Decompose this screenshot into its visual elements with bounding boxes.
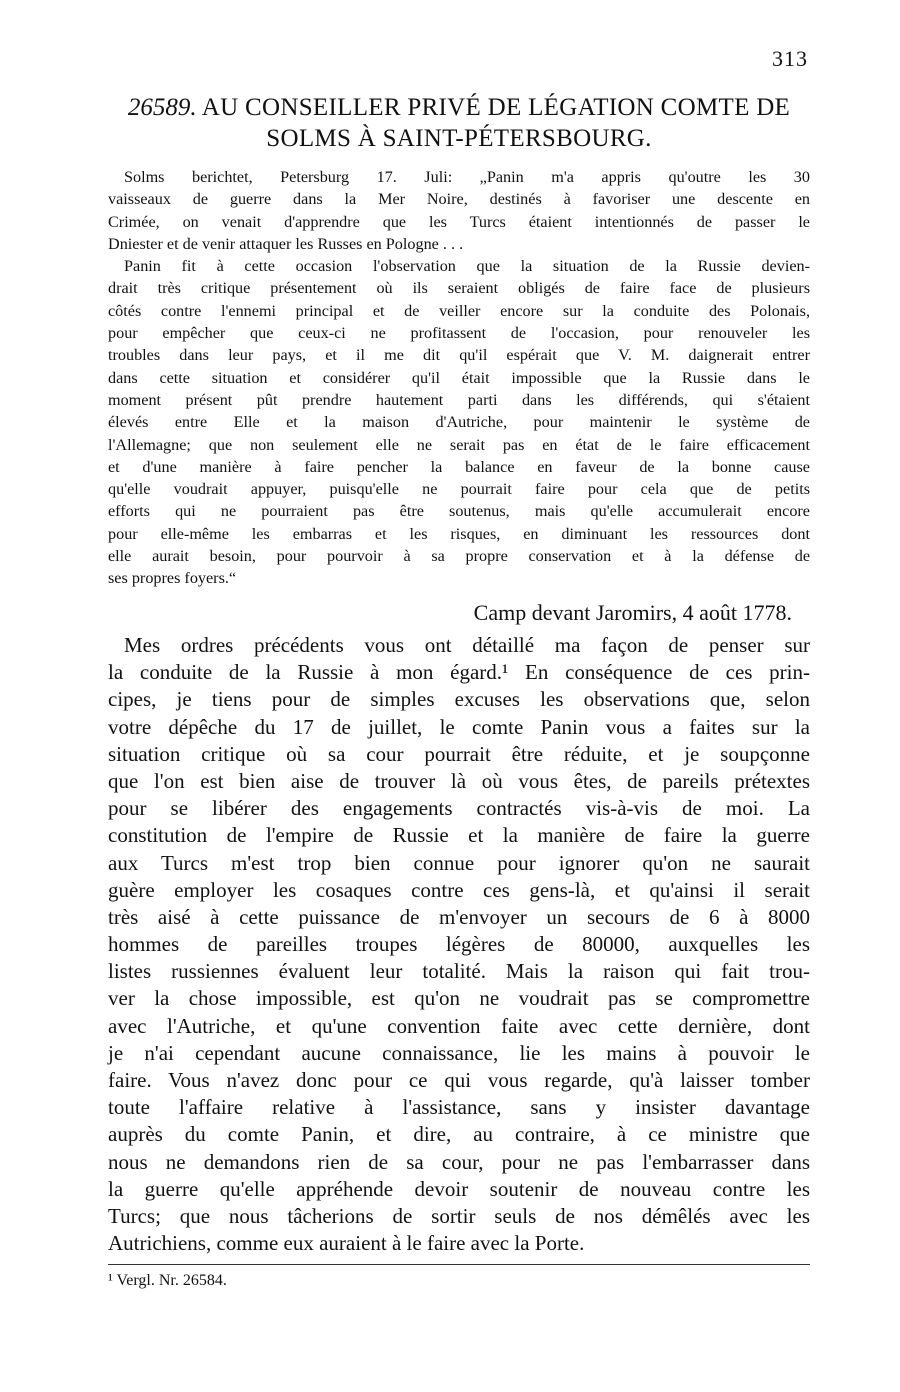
report-line: Crimée, on venait d'apprendre que les Turcs étaient intentionnés de passer le: [108, 212, 810, 231]
footnote-rule: [108, 1264, 810, 1265]
report-line: efforts qui ne pourraient pas être soutenus, mais qu'elle accumulerait encore: [108, 502, 810, 521]
title-text-1: AU CONSEILLER PRIVÉ DE LÉGATION COMTE DE: [201, 94, 791, 121]
body-line: situation critique où sa cour pourrait être réduite, et je soupçonne: [108, 741, 810, 766]
title-line-1: [108, 92, 810, 123]
body-line: listes russiennes évaluent leur totalité. Mais la raison qui fait trou-: [108, 959, 810, 984]
body-line: avec l'Autriche, et qu'une convention faite avec cette dernière, dont: [108, 1013, 810, 1038]
body-line: Turcs; que nous tâcherions de sortir seuls de nos démêlés avec les: [108, 1203, 810, 1228]
report-line: et d'une manière à faire pencher la balance en faveur de la bonne cause: [108, 457, 810, 476]
body-line: nous ne demandons rien de sa cour, pour ne pas l'embarrasser dans: [108, 1149, 810, 1174]
page-number: 313: [772, 46, 808, 71]
title-line-2: SOLMS À SAINT-PÉTERSBOURG.: [266, 125, 652, 152]
report-line: dans cette situation et considérer qu'il était impossible que la Russie dans le: [108, 368, 810, 387]
body-line: constitution de l'empire de Russie et la manière de faire la guerre: [108, 823, 810, 848]
body-line: toute l'affaire relative à l'assistance, sans y insister davantage: [108, 1095, 810, 1120]
body-line: ver la chose impossible, est qu'on ne voudrait pas se compromettre: [108, 986, 810, 1011]
report-line: drait très critique présentement où ils seraient obligés de faire face de plusieurs: [108, 279, 810, 298]
body-line: hommes de pareilles troupes légères de 80000, auxquelles les: [108, 932, 810, 957]
body-line: la conduite de la Russie à mon égard.¹ En conséquence de ces prin-: [108, 660, 810, 685]
footnote: [108, 1270, 810, 1292]
letter-body: [108, 632, 810, 1257]
body-line: cipes, je tiens pour de simples excuses les observations que, selon: [108, 687, 810, 712]
body-line: guère employer les cosaques contre ces gens-là, et qu'ainsi il serait: [108, 877, 810, 902]
report-line: l'Allemagne; que non seulement elle ne serait pas en état de le faire efficacement: [108, 435, 810, 454]
body-line: très aisé à cette puissance de m'envoyer un secours de 6 à 8000: [108, 904, 810, 929]
report-line: qu'elle voudrait appuyer, puisqu'elle ne pourrait faire pour cela que de petits: [108, 480, 810, 499]
report-summary: [108, 166, 810, 590]
body-line: votre dépêche du 17 de juillet, le comte Panin vous a faites sur la: [108, 714, 810, 739]
dateline: Camp devant Jaromirs, 4 août 1778.: [473, 600, 792, 625]
document-number: 26589.: [127, 94, 197, 121]
report-line: vaisseaux de guerre dans la Mer Noire, destinés à favoriser une descente en: [108, 190, 810, 209]
report-line: Dniester et de venir attaquer les Russes en Pologne . . .: [108, 234, 464, 253]
report-line: Solms berichtet, Petersburg 17. Juli: „Panin m'a appris qu'outre les 30: [124, 168, 810, 186]
body-line: faire. Vous n'avez donc pour ce qui vous regarde, qu'à laisser tomber: [108, 1068, 810, 1092]
report-line: elle aurait besoin, pour pourvoir à sa propre conservation et à la défense de: [108, 547, 810, 566]
report-line: côtés contre l'ennemi principal et de veiller encore sur la conduite des Polonais,: [108, 301, 810, 320]
body-line: la guerre qu'elle appréhende devoir soutenir de nouveau contre les: [108, 1176, 810, 1201]
body-line: Mes ordres précédents vous ont détaillé ma façon de penser sur: [124, 633, 810, 657]
report-line: ses propres foyers.“: [108, 569, 237, 588]
report-line: élevés entre Elle et la maison d'Autriche, pour maintenir le système de: [108, 413, 810, 432]
report-line: pour empêcher que ceux-ci ne profitassent de l'occasion, pour renouveler les: [108, 324, 810, 343]
body-line: je n'ai cependant aucune connaissance, lie les mains à pouvoir le: [108, 1040, 810, 1065]
body-line: pour se libérer des engagements contractés vis-à-vis de moi. La: [108, 796, 810, 821]
body-line: auprès du comte Panin, et dire, au contraire, à ce ministre que: [108, 1122, 810, 1147]
document-title: [108, 92, 810, 154]
report-line: pour elle-même les embarras et les risques, en diminuant les ressources dont: [108, 524, 810, 543]
report-line: moment présent pût prendre hautement parti dans les différends, qui s'étaient: [108, 390, 810, 409]
body-line: aux Turcs m'est trop bien connue pour ignorer qu'on ne saurait: [108, 850, 810, 875]
body-line: Autrichiens, comme eux auraient à le faire avec la Porte.: [108, 1231, 585, 1256]
body-line: que l'on est bien aise de trouver là où vous êtes, de pareils prétextes: [108, 768, 810, 793]
report-line: troubles dans leur pays, et il me dit qu'il espérait que V. M. daignerait entrer: [108, 346, 810, 365]
report-line: Panin fit à cette occasion l'observation que la situation de la Russie devien-: [124, 257, 810, 276]
footnote-text: ¹ Vergl. Nr. 26584.: [108, 1272, 227, 1289]
